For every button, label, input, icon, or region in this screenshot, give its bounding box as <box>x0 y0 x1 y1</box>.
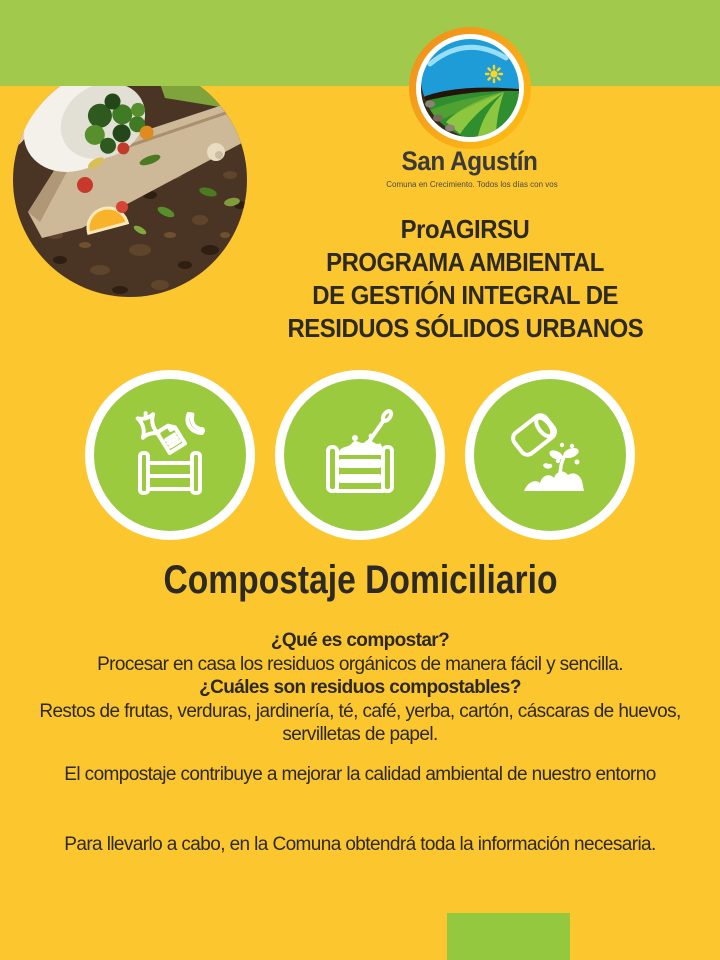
page-title: Compostaje Domiciliario <box>163 558 557 602</box>
qa-block <box>35 629 685 747</box>
question-what-is-composting: ¿Qué es compostar? <box>270 630 450 651</box>
icon-circle-separate-inner <box>94 379 246 531</box>
program-heading <box>215 213 715 345</box>
answer-what-is-composting: Procesar en casa los residuos orgánicos de manera fácil y sencilla. <box>97 653 623 675</box>
full-compost-bin-with-fork-icon <box>308 403 412 507</box>
paragraph-information: Para llevarlo a cabo, en la Comuna obtendrá toda la información necesaria. <box>64 834 656 855</box>
answer-compostable-waste: Restos de frutas, verduras, jardinería, té, café, yerba, cartón, cáscaras de huevos, servilletas de papel. <box>39 700 681 745</box>
program-line-1: ProAGIRSU <box>400 214 530 244</box>
spreading-compost-on-sprout-icon <box>498 403 602 507</box>
icon-circle-compost-inner <box>284 379 436 531</box>
banana-peel-glyph <box>186 414 205 433</box>
san-agustin-logo <box>408 26 532 150</box>
top-band <box>0 0 720 86</box>
organic-scraps-into-bin-icon <box>118 403 222 507</box>
program-line-4: RESIDUOS SÓLIDOS URBANOS <box>287 313 643 343</box>
bottom-green-square <box>447 913 570 960</box>
program-line-2: PROGRAMA AMBIENTAL <box>326 247 604 277</box>
apple-core-glyph <box>137 411 158 437</box>
icon-circle-compost <box>275 370 445 540</box>
icon-circle-use-inner <box>474 379 626 531</box>
paper-glyph <box>157 423 185 453</box>
compost-photo-content <box>0 52 270 312</box>
icon-circle-use <box>465 370 635 540</box>
logo-wordmark: San Agustín <box>402 146 538 176</box>
question-compostable-waste: ¿Cuáles son residuos compostables? <box>199 677 521 698</box>
icon-circle-separate <box>85 370 255 540</box>
logo-tagline: Comuna en Crecimiento. Todos los días con vos <box>386 180 558 189</box>
paragraph-environment: El compostaje contribuye a mejorar la calidad ambiental de nuestro entorno <box>64 764 656 785</box>
logo-sun <box>486 66 502 82</box>
program-line-3: DE GESTIÓN INTEGRAL DE <box>312 280 618 310</box>
